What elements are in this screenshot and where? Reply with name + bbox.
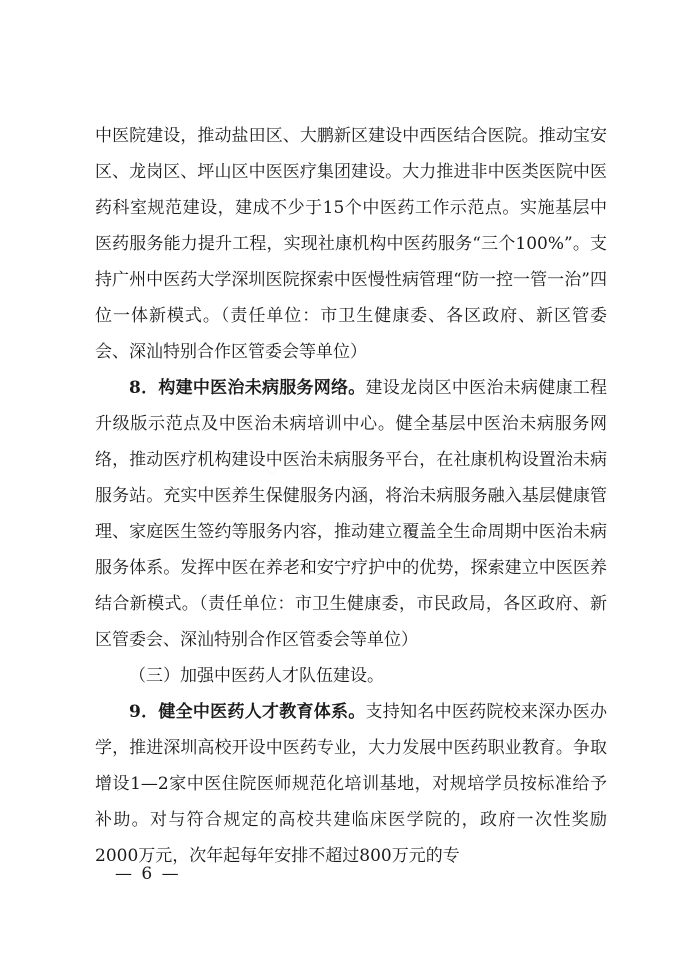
item-heading: 9．健全中医药人才教育体系。 (129, 702, 366, 722)
paragraph-text: 支持知名中医药院校来深办医办学，推进深圳高校开设中医药专业，大力发展中医药职业教育。争取增设1—2家中医住院医师规范化培训基地，对规培学员按标准给予补助。对与符合规定的高校共建临床医学院的，政府一次性奖励2000万元，次年起每年安排不超过800万元的专 (95, 702, 607, 866)
paragraph-item-9 (95, 694, 607, 874)
paragraph-text: 中医院建设，推动盐田区、大鹏新区建设中西医结合医院。推动宝安区、龙岗区、坪山区中医医疗集团建设。大力推进非中医类医院中医药科室规范建设，建成不少于15个中医药工作示范点。实施基层中医药服务能力提升工程，实现社康机构中医药服务“三个100%”。支持广州中医药大学深圳医院探索中医慢性病管理“防一控一管一治”四位一体新模式。（责任单位：市卫生健康委、各区政府、新区管委会、深汕特别合作区管委会等单位） (95, 126, 607, 362)
paragraph-item-8 (95, 370, 607, 658)
paragraph-text: 建设龙岗区中医治未病健康工程升级版示范点及中医治未病培训中心。健全基层中医治未病服务网络，推动医疗机构建设中医治未病服务平台，在社康机构设置治未病服务站。充实中医养生保健服务内涵，将治未病服务融入基层健康管理、家庭医生签约等服务内容，推动建立覆盖全生命周期中医治未病服务体系。发挥中医在养老和安宁疗护中的优势，探索建立中医医养结合新模式。（责任单位：市卫生健康委，市民政局，各区政府、新区管委会、深汕特别合作区管委会等单位） (95, 378, 607, 650)
section-heading-3 (95, 658, 607, 694)
page-number: — 6 — (115, 864, 181, 884)
document-body (95, 118, 607, 874)
item-heading: 8．构建中医治未病服务网络。 (129, 378, 366, 398)
section-heading-text: （三）加强中医药人才队伍建设。 (129, 666, 384, 686)
paragraph-continued (95, 118, 607, 370)
